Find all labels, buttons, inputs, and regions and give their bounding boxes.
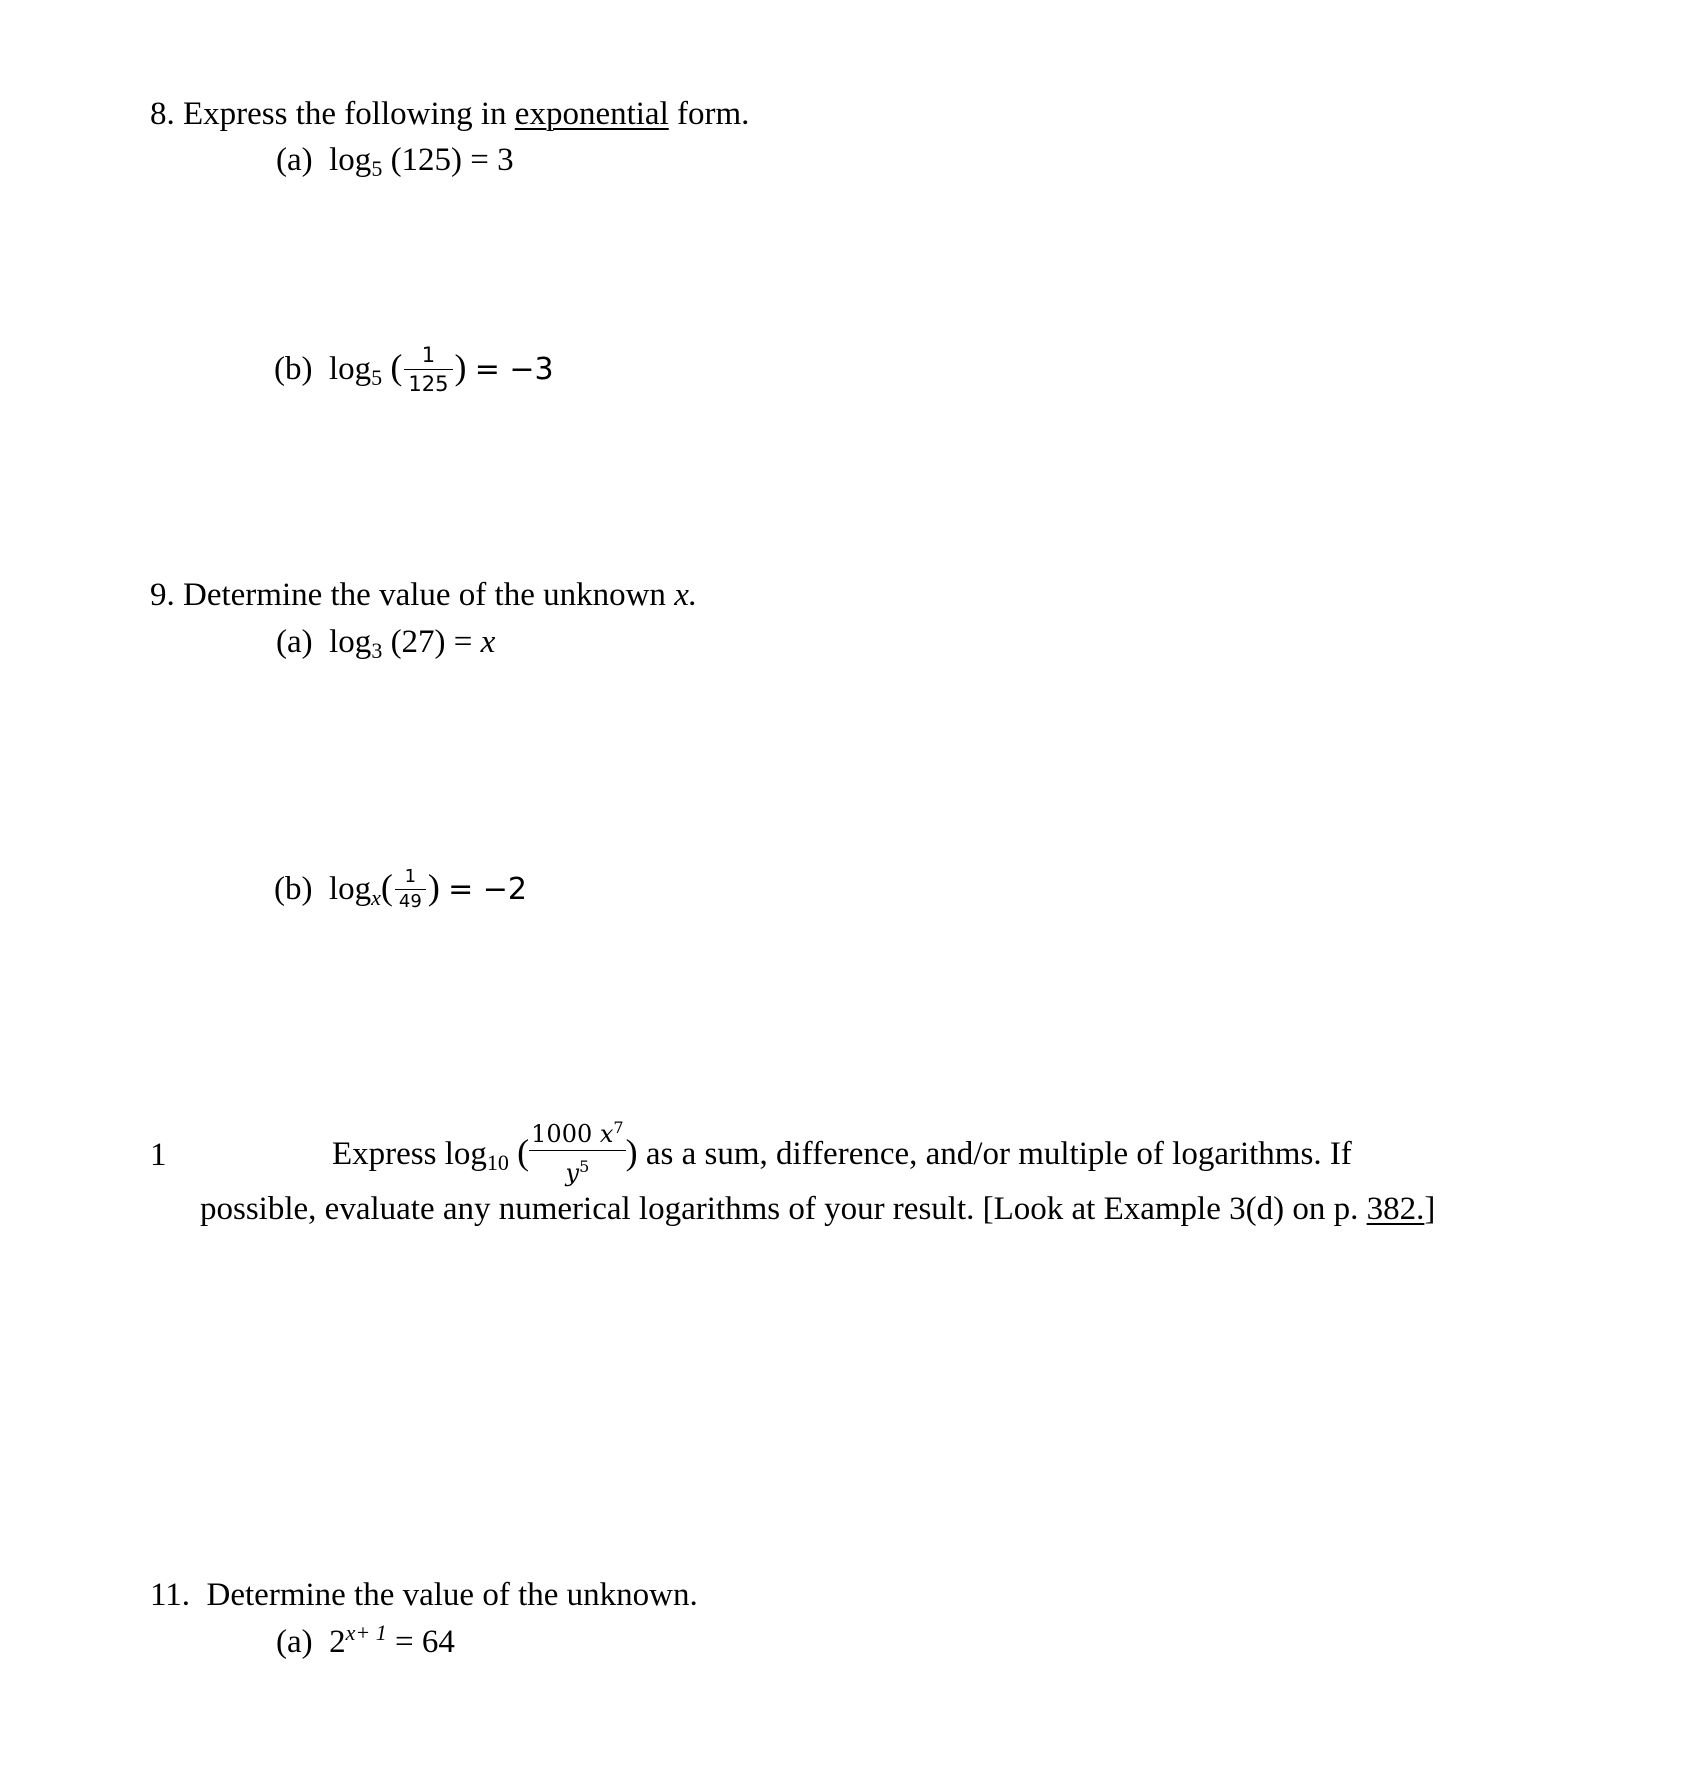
q10-numerator-constant: 1000	[531, 1119, 593, 1148]
q10-numerator	[529, 1114, 625, 1150]
q8b-log: log	[328, 351, 372, 388]
q9b-log: log	[328, 871, 372, 907]
q8b-fraction	[404, 343, 452, 396]
q10-page-reference: 382.	[1366, 1191, 1425, 1227]
q10-fraction	[529, 1114, 625, 1187]
q9a-base: 3	[371, 638, 383, 663]
q8b-close-paren: )	[454, 347, 467, 388]
q8b-denominator: 125	[408, 372, 449, 396]
q8b-base: 5	[371, 365, 383, 391]
q9-prompt	[150, 575, 697, 615]
q9-number: 9.	[150, 577, 175, 613]
q8-prompt	[150, 94, 749, 134]
q9b-open-paren: (	[380, 867, 393, 907]
q9-part-a	[276, 622, 495, 665]
q8-part-a	[276, 140, 514, 183]
q8b-numerator: 1	[421, 343, 436, 367]
q9b-label: (b)	[274, 871, 313, 907]
q9-part-b	[274, 867, 527, 914]
q10-instructions-line1: as a sum, difference, and/or multiple of logarithms. If	[645, 1136, 1352, 1172]
q10-base: 10	[486, 1150, 509, 1175]
q10-denominator-variable: y	[565, 1158, 580, 1187]
q8a-base: 5	[371, 156, 383, 181]
q9b-fraction	[395, 867, 426, 912]
q10-line1	[332, 1116, 1352, 1193]
q11a-exponent	[346, 1620, 387, 1645]
q10-close-bracket: ]	[1424, 1191, 1436, 1227]
q11-prompt	[150, 1575, 698, 1615]
q10-number	[150, 1135, 167, 1175]
q8b-label: (b)	[274, 351, 313, 388]
q8b-open-paren: (	[390, 347, 403, 388]
q10-numerator-variable: x	[599, 1119, 614, 1148]
q9b-base: x	[371, 885, 381, 910]
q8-part-b	[274, 345, 554, 398]
q11a-rhs: = 64	[395, 1624, 455, 1660]
q9b-numerator: 1	[404, 865, 417, 887]
q10-number-text: 1	[150, 1137, 167, 1173]
q8a-expression: (125) = 3	[390, 142, 514, 178]
q9a-expression: (27) =	[390, 624, 473, 660]
q10-denominator-exponent: 5	[579, 1156, 590, 1176]
q9b-denominator: 49	[398, 890, 422, 912]
q8-number: 8.	[150, 96, 175, 132]
q9-prompt-variable: x.	[674, 577, 698, 613]
q9-prompt-text: Determine the value of the unknown	[183, 577, 666, 613]
q8b-rhs: = −3	[474, 352, 554, 388]
q8-underlined-word: exponential	[514, 96, 669, 132]
q8-prompt-end: form.	[677, 96, 750, 132]
q8a-label: (a)	[276, 142, 313, 178]
q11-prompt-text: Determine the value of the unknown.	[206, 1577, 698, 1613]
q10-numerator-exponent: 7	[613, 1117, 624, 1137]
q11-part-a	[276, 1622, 455, 1665]
q11-number: 11.	[150, 1577, 191, 1613]
q9b-close-paren: )	[427, 867, 440, 907]
q10-express-log: Express log	[332, 1136, 487, 1172]
q9a-variable: x	[480, 624, 496, 660]
q10-denominator	[529, 1151, 625, 1187]
q11a-label: (a)	[276, 1624, 313, 1660]
q9a-log: log	[329, 624, 372, 660]
q10-open-paren: (	[517, 1132, 530, 1172]
q11a-base: 2	[329, 1624, 346, 1660]
q8a-log: log	[329, 142, 372, 178]
q9a-label: (a)	[276, 624, 313, 660]
q8-prompt-text: Express the following in	[183, 96, 507, 132]
q10-close-paren: )	[625, 1132, 638, 1172]
q9b-rhs: = −2	[448, 872, 527, 907]
q11a-exponent-text: x+ 1	[345, 1620, 387, 1645]
q10-instructions-line2: possible, evaluate any numerical logarithms of your result. [Look at Example 3(d) on p.	[200, 1191, 1359, 1227]
q10-line2	[200, 1189, 1435, 1229]
